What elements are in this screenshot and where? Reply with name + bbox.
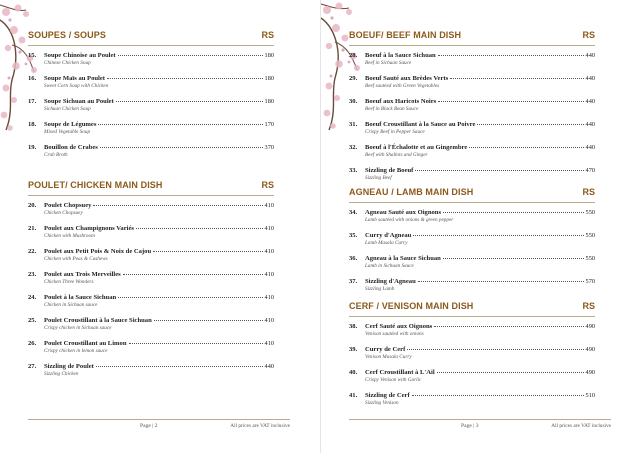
item-number: 28. [349, 52, 358, 59]
item-list [349, 209, 595, 301]
item-price: 510 [585, 392, 595, 399]
item-name: Poulet aux Trois Merveilles [44, 271, 121, 278]
item-description: Chinese Chicken Soup [44, 60, 91, 66]
menu-item [28, 98, 274, 121]
menu-item [349, 392, 595, 415]
dot-leader [116, 101, 263, 102]
item-price: 440 [585, 52, 595, 59]
item-number: 16. [28, 75, 37, 82]
dot-leader [98, 124, 262, 125]
currency-label: RS [261, 30, 274, 40]
item-price: 550 [585, 209, 595, 216]
item-name: Poulet aux Petit Pois & Noix de Cajou [44, 248, 152, 255]
item-number: 34. [349, 209, 358, 216]
menu-item [349, 346, 595, 369]
item-description: Crispy Venison with Garlic [365, 377, 422, 383]
section-title: CERF / VENISON MAIN DISH [349, 301, 474, 311]
item-price: 490 [585, 323, 595, 330]
dot-leader [96, 366, 263, 367]
item-description: Sweet Corn Soup with Chicken [44, 83, 109, 89]
dot-leader [438, 55, 584, 56]
section-chicken [28, 180, 274, 386]
item-name: Boeuf à l'Échalotte et au Gingembre [365, 144, 468, 151]
menu-item [349, 144, 595, 167]
item-number: 31. [349, 121, 358, 128]
item-description: Lamb in Sichuan Sauce [365, 263, 414, 269]
item-name: Curry d'Agneau [365, 232, 412, 239]
item-description: Mixed Vegetable Soup [44, 129, 91, 135]
item-description: Beef in Sichuan Sauce [365, 60, 412, 66]
dot-leader [477, 124, 583, 125]
item-price: 490 [585, 346, 595, 353]
dot-leader [418, 281, 584, 282]
section-title: BOEUF/ BEEF MAIN DISH [349, 30, 462, 40]
item-name: Soupe Sichuan au Poulet [44, 98, 114, 105]
item-name: Sizzling de Boeuf [365, 167, 414, 174]
item-name: Poulet Croustillant au Limon [44, 340, 127, 347]
dot-leader [100, 147, 263, 148]
item-price: 410 [264, 248, 274, 255]
item-price: 410 [264, 294, 274, 301]
menu-item [28, 121, 274, 144]
menu-item [28, 271, 274, 294]
vat-note: All prices are VAT inclusive [551, 423, 611, 429]
currency-label: RS [582, 301, 595, 311]
dot-leader [407, 349, 583, 350]
section-title: SOUPES / SOUPS [28, 30, 106, 40]
menu-item [349, 121, 595, 144]
menu-item [349, 255, 595, 278]
item-number: 32. [349, 144, 358, 151]
item-description: Crispy Beef in Pepper Sauce [365, 129, 425, 135]
currency-label: RS [582, 187, 595, 197]
item-number: 41. [349, 392, 358, 399]
dot-leader [129, 343, 263, 344]
item-number: 17. [28, 98, 37, 105]
item-description: Sizzling Beef [365, 175, 392, 181]
item-price: 570 [585, 278, 595, 285]
item-name: Agneau à la Sauce Sichuan [365, 255, 441, 262]
menu-item [349, 323, 595, 346]
item-price: 410 [264, 225, 274, 232]
item-description: Sichuan Chicken Soup [44, 106, 91, 112]
dot-leader [434, 326, 583, 327]
item-name: Soupe Maïs au Poulet [44, 75, 105, 82]
dot-leader [443, 258, 584, 259]
item-name: Poulet aux Champignons Variés [44, 225, 134, 232]
section-header [28, 30, 274, 46]
item-name: Soupe Chinoise au Poulet [44, 52, 116, 59]
menu-item [28, 363, 274, 386]
dot-leader [153, 251, 262, 252]
item-number: 40. [349, 369, 358, 376]
menu-item [28, 317, 274, 340]
item-description: Sizzling Chicken [44, 371, 79, 377]
dot-leader [118, 55, 263, 56]
dot-leader [107, 78, 263, 79]
item-description: Venison sautéed with onions [365, 331, 424, 337]
item-price: 410 [264, 340, 274, 347]
item-description: Chicken Three Wonders [44, 279, 94, 285]
dot-leader [469, 147, 583, 148]
item-price: 550 [585, 255, 595, 262]
item-description: Crispy chicken in Sichuan sauce [44, 325, 112, 331]
item-list [349, 323, 595, 415]
section-header [349, 187, 595, 203]
item-number: 19. [28, 144, 37, 151]
item-name: Bouillon de Crabes [44, 144, 98, 151]
item-description: Beef in Black Bean Sauce [365, 106, 419, 112]
section-lamb [349, 187, 595, 301]
item-description: Sizzling Lamb [365, 286, 395, 292]
item-price: 550 [585, 232, 595, 239]
item-name: Poulet Chopsuey [44, 202, 92, 209]
item-price: 470 [585, 167, 595, 174]
item-number: 22. [28, 248, 37, 255]
item-list [349, 52, 595, 190]
item-number: 38. [349, 323, 358, 330]
item-price: 180 [264, 98, 274, 105]
section-title: AGNEAU / LAMB MAIN DISH [349, 187, 474, 197]
dot-leader [118, 297, 262, 298]
section-soups [28, 30, 274, 167]
menu-item [28, 52, 274, 75]
section-header [349, 301, 595, 317]
page-number: Page | 3 [461, 423, 479, 429]
item-price: 440 [585, 121, 595, 128]
item-description: Chicken in Sichuan sauce [44, 302, 98, 308]
menu-item [28, 202, 274, 225]
item-name: Cerf Sauté aux Oignons [365, 323, 433, 330]
section-header [28, 180, 274, 196]
item-number: 33. [349, 167, 358, 174]
section-venison [349, 301, 595, 415]
page-footer [28, 419, 290, 429]
menu-item [349, 98, 595, 121]
menu-item [28, 248, 274, 271]
currency-label: RS [261, 180, 274, 190]
item-name: Poulet Croustillant à la Sauce Sichuan [44, 317, 152, 324]
menu-item [28, 75, 274, 98]
item-number: 18. [28, 121, 37, 128]
section-beef [349, 30, 595, 190]
dot-leader [123, 274, 263, 275]
item-number: 26. [28, 340, 37, 347]
page-number: Page | 2 [140, 423, 158, 429]
menu-item [28, 294, 274, 317]
item-number: 35. [349, 232, 358, 239]
dot-leader [136, 228, 263, 229]
item-name: Agneau Sauté aux Oignons [365, 209, 442, 216]
item-name: Soupe de Légumes [44, 121, 97, 128]
item-price: 370 [264, 144, 274, 151]
menu-item [349, 75, 595, 98]
item-description: Chicken with Peas & Cashews [44, 256, 108, 262]
item-price: 440 [585, 144, 595, 151]
item-name: Cerf Croustillant à L'Ail [365, 369, 435, 376]
item-price: 410 [264, 271, 274, 278]
section-title: POULET/ CHICKEN MAIN DISH [28, 180, 163, 190]
item-name: Curry de Cerf [365, 346, 406, 353]
item-number: 27. [28, 363, 37, 370]
item-name: Sizzling de Cerf [365, 392, 410, 399]
item-number: 24. [28, 294, 37, 301]
dot-leader [443, 212, 584, 213]
dot-leader [450, 78, 583, 79]
item-description: Lamb Masala Curry [365, 240, 408, 246]
item-description: Venison Masala Curry [365, 354, 412, 360]
item-name: Boeuf Croustillant à la Sauce au Poivre [365, 121, 476, 128]
menu-item [349, 232, 595, 255]
item-price: 180 [264, 75, 274, 82]
item-number: 29. [349, 75, 358, 82]
menu-item [349, 369, 595, 392]
item-number: 30. [349, 98, 358, 105]
page-footer [349, 419, 611, 429]
item-number: 21. [28, 225, 37, 232]
vat-note: All prices are VAT inclusive [230, 423, 290, 429]
section-header [349, 30, 595, 46]
item-list [28, 202, 274, 386]
item-number: 39. [349, 346, 358, 353]
dot-leader [437, 372, 584, 373]
item-name: Boeuf aux Haricots Noirs [365, 98, 437, 105]
item-name: Poulet à la Sauce Sichuan [44, 294, 117, 301]
item-description: Crab Broth [44, 152, 68, 158]
item-number: 36. [349, 255, 358, 262]
menu-item [349, 209, 595, 232]
item-description: Lamb sautéed with onions & green pepper [365, 217, 454, 223]
dot-leader [154, 320, 263, 321]
item-number: 20. [28, 202, 37, 209]
item-number: 15. [28, 52, 37, 59]
item-price: 440 [264, 363, 274, 370]
item-name: Boeuf Sauté aux Brèdes Verts [365, 75, 449, 82]
item-description: Beef with Shallots and Ginger [365, 152, 428, 158]
dot-leader [438, 101, 583, 102]
menu-page-right [320, 0, 640, 453]
dot-leader [415, 170, 583, 171]
item-price: 410 [264, 202, 274, 209]
menu-item [349, 52, 595, 75]
item-number: 25. [28, 317, 37, 324]
item-price: 440 [585, 98, 595, 105]
menu-item [28, 144, 274, 167]
item-description: Crispy chicken in lemon sauce [44, 348, 108, 354]
item-name: Sizzling d'Agneau [365, 278, 416, 285]
item-number: 37. [349, 278, 358, 285]
item-description: Beef sautéed with Green Vegetables [365, 83, 440, 89]
item-price: 180 [264, 52, 274, 59]
item-description: Sizzling Venison [365, 400, 399, 406]
dot-leader [412, 395, 584, 396]
currency-label: RS [582, 30, 595, 40]
item-name: Sizzling de Poulet [44, 363, 94, 370]
item-price: 440 [585, 75, 595, 82]
item-description: Chicken Chopsuey [44, 210, 83, 216]
item-name: Boeuf à la Sauce Sichuan [365, 52, 436, 59]
item-list [28, 52, 274, 167]
dot-leader [93, 205, 262, 206]
item-description: Chicken with Mushroom [44, 233, 95, 239]
dot-leader [413, 235, 583, 236]
item-price: 410 [264, 317, 274, 324]
item-number: 23. [28, 271, 37, 278]
item-price: 170 [264, 121, 274, 128]
menu-item [28, 225, 274, 248]
menu-item [349, 278, 595, 301]
item-price: 490 [585, 369, 595, 376]
menu-item [28, 340, 274, 363]
